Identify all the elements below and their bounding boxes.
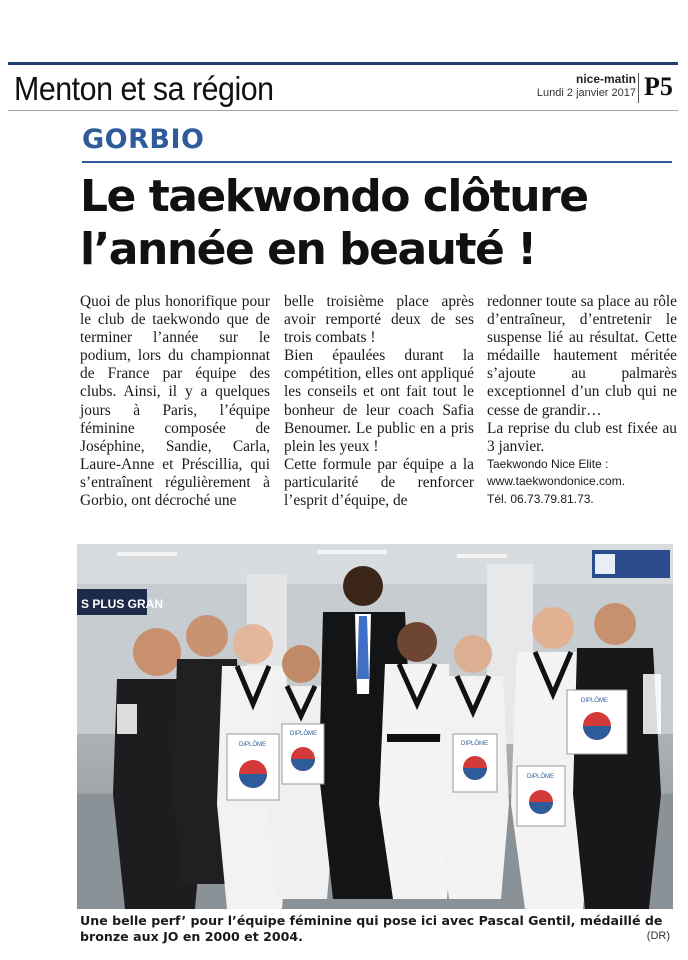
article-column-1 [80,293,270,510]
person-head [594,603,636,645]
column-2-paragraph-3: Cette formule par équipe a la particularité de renforcer l’esprit d’équipe, de [284,455,474,510]
article-kicker: GORBIO [82,124,205,155]
article-column-2 [284,293,474,510]
person-head [282,645,320,683]
column-2-paragraph-2: Bien épaulées durant la compétition, elles ont appliqué les conseils et ont fait tout le bonheur de leur coach Safia Benoumer. Le public en a pris plein les yeux ! [284,347,474,455]
person-head [186,615,228,657]
diploma-label: DIPLÔME [527,774,555,780]
team-photo-illustration [77,544,673,909]
contact-website: www.taekwondonice.com. [487,474,626,489]
page-number: P5 [644,72,673,101]
ceiling-light [457,554,507,558]
contact-club: Taekwondo Nice Elite : [487,456,609,471]
banner-right-logo [595,554,615,574]
issue-date: Lundi 2 janvier 2017 [536,87,636,99]
kicker-rule [82,161,672,163]
jacket-stripe [117,704,137,734]
diploma [227,734,279,800]
person-head [532,607,574,649]
diploma [517,766,565,826]
section-title: Menton et sa région [14,70,274,107]
page-separator [638,73,639,103]
article-headline [80,170,680,276]
banner-left-text: S PLUS GRAN [81,597,164,611]
header-bottom-rule [8,110,678,111]
contact-phone: Tél. 06.73.79.81.73. [487,491,594,506]
photo-caption: Une belle perf’ pour l’équipe féminine qui pose ici avec Pascal Gentil, médaillé de bronze aux JO en 2000 et 2004. [80,913,663,944]
person-head [397,622,437,662]
photo-credit: (DR) [646,930,670,942]
masthead [537,72,636,99]
person-head [133,628,181,676]
person-head [454,635,492,673]
tie [357,616,369,679]
headline-line-2: l’année en beauté ! [80,224,536,275]
headline-line-1: Le taekwondo clôture [80,171,588,222]
diploma-label: DIPLÔME [290,731,318,737]
person-head [343,566,383,606]
diploma [453,734,497,792]
column-3-paragraph-2: La reprise du club est fixée au 3 janvier. [487,419,677,455]
ceiling-light [317,550,387,554]
diploma [567,690,627,754]
team-photo [77,544,673,909]
article-column-3 [487,293,677,508]
header-top-rule [8,62,678,65]
diploma-label: DIPLÔME [461,741,489,747]
ceiling-light [117,552,177,556]
diploma-label: DIPLÔME [239,742,267,748]
jacket-stripe [643,674,661,734]
column-1-text: Quoi de plus honorifique pour le club de taekwondo que de terminer l’année sur le podium, lors du championnat de France par équipe des clubs. Ainsi, il y a quelques jours à Paris, l’équipe féminine composée de Joséphine, Sandie, Carla, Laure-Anne et Préscillia, qui s’entraînent régulièrement à Gorbio, ont décroché une [80,293,270,510]
diploma [282,724,324,784]
person-head [233,624,273,664]
paper-name: nice-matin [575,72,636,86]
column-3-paragraph-1: redonner toute sa place au rôle d’entraîneur, d’entretenir le suspense lié au résultat. Cette médaille hautement méritée s’ajoute au palmarès exceptionnel d’un club qui ne cesse de grandir… [487,293,677,419]
diploma-label: DIPLÔME [581,698,609,704]
contact-block [487,456,677,509]
column-2-paragraph-1: belle troisième place après avoir remporté deux de ses trois combats ! [284,293,474,347]
